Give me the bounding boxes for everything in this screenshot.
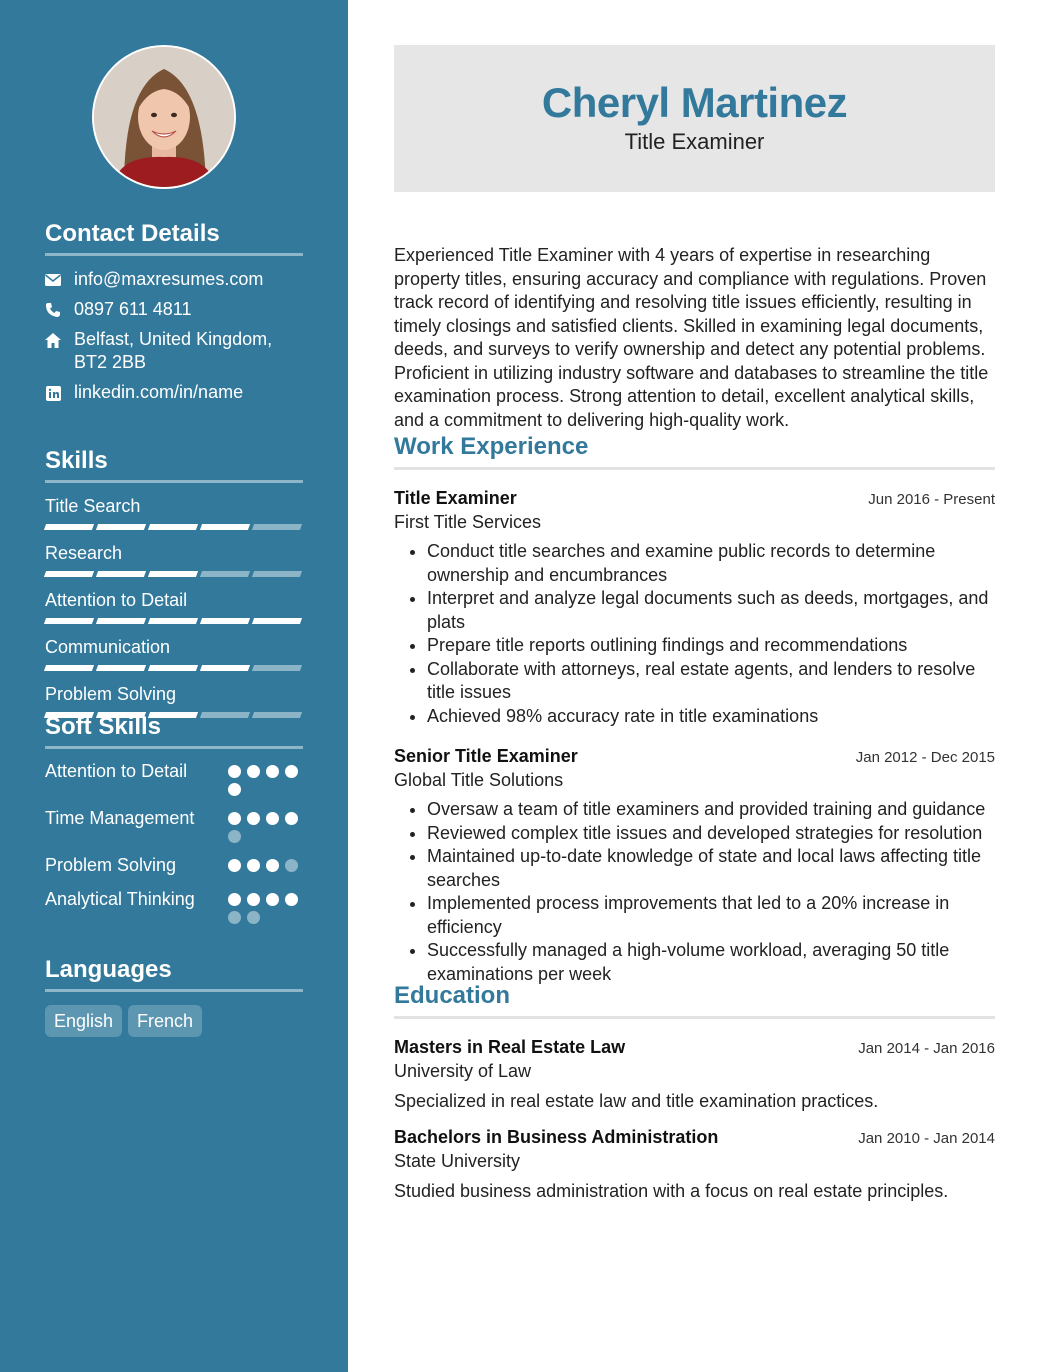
summary-text: Experienced Title Examiner with 4 years of expertise in researching property titles, ensuring accuracy and compliance with regulations. Proven track record of identifying and resolving title issues efficiently, resulting in timely closings and satisfied clients. Skilled in examining legal documents, deeds, and surveys to verify ownership and detect any potential problems. Proficient in utilizing industry software and databases to streamline the title examination process. Strong attention to detail, excellent analytical skills, and a commitment to delivering high-quality work. — [394, 245, 989, 430]
skill-label: Title Search — [45, 496, 141, 516]
soft-skill-rating — [228, 887, 303, 924]
rating-dot — [266, 812, 279, 825]
skill-item — [45, 589, 303, 624]
contact-heading: Contact Details — [45, 219, 303, 256]
rating-dot — [228, 859, 241, 872]
rating-dot — [228, 911, 241, 924]
rating-dot — [247, 911, 260, 924]
rating-dot — [285, 812, 298, 825]
rating-dot — [247, 765, 260, 778]
education-entry — [394, 1035, 995, 1113]
skill-item — [45, 542, 303, 577]
skill-level-segment — [252, 618, 302, 624]
job-company: Global Title Solutions — [394, 770, 564, 790]
job-bullet: • Implemented process improvements that led to a 20% increase in efficiency — [427, 892, 995, 939]
education-header — [394, 1125, 995, 1149]
rating-dot — [228, 893, 241, 906]
job-header — [394, 486, 995, 510]
job-bullet: • Collaborate with attorneys, real estate agents, and lenders to resolve title issues — [427, 658, 995, 705]
skill-label: Research — [45, 543, 123, 563]
skill-item — [45, 636, 303, 671]
contact-section — [45, 219, 303, 404]
skills-list — [45, 495, 303, 718]
skills-heading: Skills — [45, 446, 303, 483]
soft-skill-label: Problem Solving — [45, 855, 177, 875]
language-pill: English — [45, 1005, 122, 1037]
skill-level-segment — [148, 571, 198, 577]
soft-skills-heading: Soft Skills — [45, 712, 303, 749]
contact-address — [45, 328, 303, 374]
skill-level-segment — [200, 571, 250, 577]
linkedin-icon — [45, 385, 61, 401]
education-dates: Jan 2014 - Jan 2016 — [858, 1040, 995, 1057]
soft-skill-rating — [228, 806, 303, 843]
skills-section — [45, 446, 303, 718]
jobs-list — [394, 486, 995, 986]
education-description: Studied business administration with a focus on real estate principles. — [394, 1181, 949, 1201]
contact-email[interactable] — [45, 268, 303, 291]
job-bullet: • Successfully managed a high-volume workload, averaging 50 title examinations per week — [427, 939, 995, 986]
soft-skill-rating — [228, 853, 303, 877]
soft-skill-item — [45, 759, 303, 796]
job-bullet: • Achieved 98% accuracy rate in title examinations — [427, 705, 995, 729]
education-section — [394, 982, 995, 1203]
skill-label: Attention to Detail — [45, 590, 188, 610]
soft-skill-label: Time Management — [45, 808, 195, 828]
summary-section — [394, 244, 995, 432]
job-bullet: • Maintained up-to-date knowledge of state and local laws affecting title searches — [427, 845, 995, 892]
languages-list — [45, 1005, 303, 1037]
skill-item — [45, 495, 303, 530]
school-name: State University — [394, 1151, 521, 1171]
rating-dot — [266, 765, 279, 778]
skill-level-segment — [96, 571, 146, 577]
skill-level-segment — [44, 665, 94, 671]
job-dates: Jan 2012 - Dec 2015 — [855, 749, 995, 766]
soft-skill-item — [45, 806, 303, 843]
soft-skill-rating — [228, 759, 303, 796]
candidate-name: Cheryl Martinez — [541, 79, 848, 126]
skill-level-segment — [200, 618, 250, 624]
job-bullet: • Prepare title reports outlining findings and recommendations — [427, 634, 995, 658]
job-bullet: • Reviewed complex title issues and developed strategies for resolution — [427, 822, 995, 846]
job-title: Title Examiner — [394, 488, 517, 508]
rating-dot — [266, 859, 279, 872]
contact-address-text: Belfast, United Kingdom, BT2 2BB — [74, 329, 273, 372]
education-list — [394, 1035, 995, 1203]
school-name: University of Law — [394, 1061, 532, 1081]
education-entry — [394, 1125, 995, 1203]
rating-dot — [228, 765, 241, 778]
skill-level-segment — [148, 665, 198, 671]
job-bullets — [394, 540, 995, 728]
education-header — [394, 1035, 995, 1059]
soft-skill-label: Attention to Detail — [45, 761, 188, 781]
rating-dot — [285, 893, 298, 906]
contact-email-text: info@maxresumes.com — [74, 269, 264, 289]
skill-level-segment — [252, 571, 302, 577]
contact-linkedin-text: linkedin.com/in/name — [74, 382, 244, 402]
rating-dot — [247, 859, 260, 872]
education-dates: Jan 2010 - Jan 2014 — [858, 1130, 995, 1147]
degree-title: Masters in Real Estate Law — [394, 1037, 626, 1057]
skill-level-segment — [96, 524, 146, 530]
skill-level-segment — [96, 618, 146, 624]
skill-level-segment — [252, 665, 302, 671]
job-title: Senior Title Examiner — [394, 746, 578, 766]
education-description: Specialized in real estate law and title examination practices. — [394, 1091, 879, 1111]
skill-label: Communication — [45, 637, 171, 657]
job-bullet: • Interpret and analyze legal documents such as deeds, mortgages, and plats — [427, 587, 995, 634]
skill-level-bar — [45, 665, 303, 671]
skill-level-segment — [96, 665, 146, 671]
skill-level-segment — [44, 524, 94, 530]
education-heading: Education — [394, 982, 995, 1019]
job-entry — [394, 486, 995, 728]
rating-dot — [285, 765, 298, 778]
language-pill: French — [128, 1005, 202, 1037]
avatar — [94, 47, 234, 187]
job-bullets — [394, 798, 995, 986]
rating-dot — [247, 812, 260, 825]
soft-skills-list — [45, 759, 303, 924]
rating-dot — [247, 893, 260, 906]
envelope-icon — [45, 272, 61, 288]
soft-skill-item — [45, 887, 303, 924]
work-heading: Work Experience — [394, 433, 995, 470]
soft-skill-label: Analytical Thinking — [45, 889, 195, 909]
job-bullet: • Conduct title searches and examine public records to determine ownership and encumbrances — [427, 540, 995, 587]
soft-skills-section — [45, 712, 303, 924]
languages-section — [45, 955, 303, 1037]
job-bullet: • Oversaw a team of title examiners and provided training and guidance — [427, 798, 995, 822]
skill-label: Problem Solving — [45, 684, 177, 704]
rating-dot — [228, 783, 241, 796]
candidate-title: Title Examiner — [624, 129, 765, 154]
job-header — [394, 744, 995, 768]
skill-level-segment — [44, 618, 94, 624]
phone-icon — [45, 302, 61, 318]
job-entry — [394, 744, 995, 986]
rating-dot — [266, 893, 279, 906]
skill-level-bar — [45, 524, 303, 530]
skill-level-segment — [44, 571, 94, 577]
rating-dot — [228, 830, 241, 843]
skill-level-bar — [45, 618, 303, 624]
job-company: First Title Services — [394, 512, 542, 532]
rating-dot — [228, 812, 241, 825]
degree-title: Bachelors in Business Administration — [394, 1127, 719, 1147]
contact-linkedin[interactable] — [45, 381, 303, 404]
sidebar — [0, 0, 348, 1372]
soft-skill-item — [45, 853, 303, 877]
skill-level-bar — [45, 571, 303, 577]
profile-photo — [92, 45, 236, 189]
rating-dot — [285, 859, 298, 872]
languages-heading: Languages — [45, 955, 303, 992]
home-icon — [45, 332, 61, 348]
resume-header — [394, 45, 995, 192]
skill-level-segment — [148, 524, 198, 530]
contact-phone[interactable] — [45, 298, 303, 321]
skill-level-segment — [148, 618, 198, 624]
contact-phone-text: 0897 611 4811 — [74, 299, 192, 319]
skill-level-segment — [200, 524, 250, 530]
job-dates: Jun 2016 - Present — [868, 491, 995, 508]
skill-level-segment — [252, 524, 302, 530]
skill-level-segment — [200, 665, 250, 671]
work-section — [394, 433, 995, 986]
